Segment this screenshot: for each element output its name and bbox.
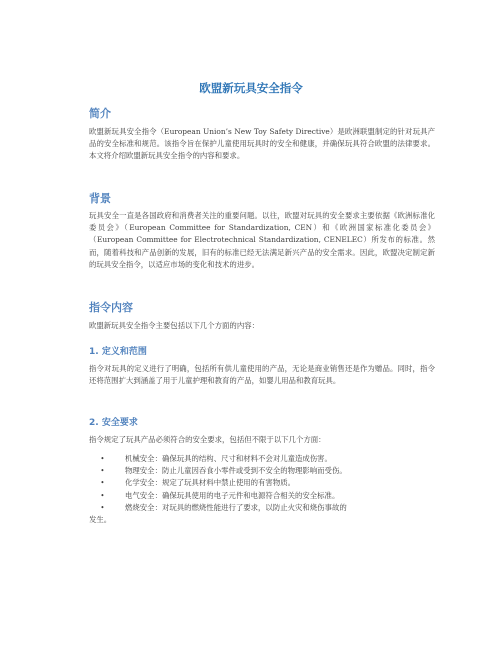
bullet-icon: • (100, 491, 105, 500)
content-heading: 指令内容 (89, 301, 133, 314)
bullet-icon: • (100, 455, 105, 463)
list-item (89, 502, 435, 526)
safety-requirements-list (89, 453, 435, 526)
list-item (89, 490, 435, 502)
intro-paragraph: 欧盟新玩具安全指令（European Union’s New Toy Safety Directive）是欧洲联盟制定的针对玩具产品的安全标准和规范。该指令旨在保护儿童使用玩具时的安全和健康，并确保玩具符合欧盟的法律要求。本文将介绍欧盟新玩具安全指令的内容和要求。 (89, 127, 435, 161)
list-item-text-continuation: 发生。 (89, 515, 112, 525)
bullet-icon: • (100, 503, 105, 512)
background-paragraph: 玩具安全一直是各国政府和消费者关注的重要问题。以往，欧盟对玩具的安全要求主要依据《欧洲标准化委员会》（European Committee for Standardization, CEN）和《欧洲国家标准化委员会》（European Committee for Electrotechnical Standardization, CENELEC）所发布的标准。然而，随着科技和产品创新的发展，旧有的标准已经无法满足新兴产品的安全需求。因此，欧盟决定制定新的玩具安全指令，以适应市场的变化和技术的进步。 (89, 211, 435, 269)
safety-paragraph: 指令规定了玩具产品必须符合的安全要求，包括但不限于以下几个方面： (89, 435, 326, 444)
list-item-text: 电气安全：确保玩具使用的电子元件和电源符合相关的安全标准。 (125, 490, 340, 500)
definition-heading: 1. 定义和范围 (89, 347, 147, 357)
list-item-text: 物理安全：防止儿童因吞食小零件或受到不安全的物理影响而受伤。 (125, 466, 347, 476)
safety-heading: 2. 安全要求 (89, 418, 138, 428)
page-title: 欧盟新玩具安全指令 (199, 81, 303, 95)
bullet-icon: • (100, 467, 105, 476)
bullet-icon: • (100, 479, 105, 488)
list-item (89, 453, 435, 465)
list-item-text: 化学安全：规定了玩具材料中禁止使用的有害物质。 (125, 478, 295, 488)
content-paragraph: 欧盟新玩具安全指令主要包括以下几个方面的内容： (89, 321, 259, 330)
definition-paragraph: 指令对玩具的定义进行了明确，包括所有供儿童使用的产品，无论是商业销售还是作为赠品。同时，指令还将范围扩大到涵盖了用于儿童护理和教育的产品，如婴儿用品和教育玩具。 (89, 364, 435, 386)
list-item (89, 465, 435, 477)
list-item-text: 燃烧安全：对玩具的燃烧性能进行了要求，以防止火灾和烧伤事故的 (125, 502, 347, 512)
background-heading: 背景 (89, 192, 111, 205)
list-item-text: 机械安全：确保玩具的结构、尺寸和材料不会对儿童造成伤害。 (125, 454, 332, 463)
list-item (89, 477, 435, 489)
intro-heading: 简介 (89, 107, 111, 120)
